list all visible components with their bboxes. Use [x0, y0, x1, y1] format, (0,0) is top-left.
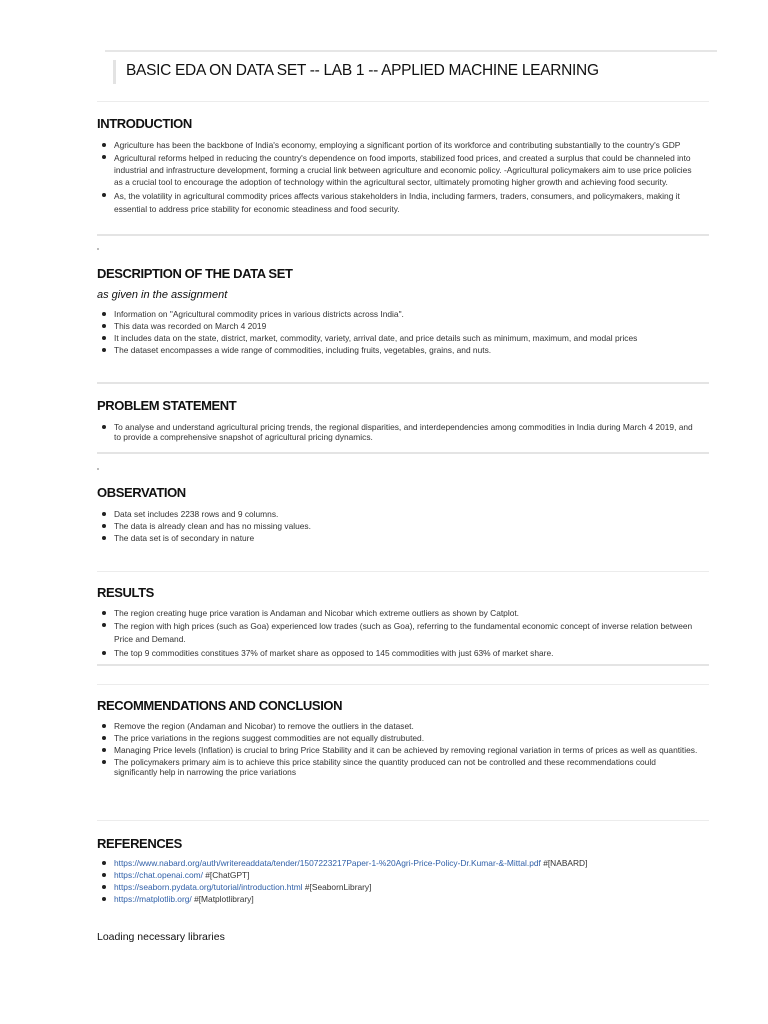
description-list	[100, 309, 700, 357]
page-title: BASIC EDA ON DATA SET -- LAB 1 -- APPLIED MACHINE LEARNING	[126, 62, 599, 79]
introduction-heading: INTRODUCTION	[97, 116, 192, 131]
list-item: Agricultural reforms helped in reducing the country's dependence on food imports, stabilized food prices, and created a surplus that could be channeled into industrial and infrastructure development, forming a crucial link between agriculture and economic policy. -Agricultural policymakers aim to use price policies as a crucial tool to encourage the adoption of technology within the agricultural sector, ultimately promoting higher growth and achieving food security.	[100, 152, 700, 188]
reference-item	[100, 870, 700, 880]
section-divider	[97, 684, 709, 685]
list-item: The region creating huge price varation is Andaman and Nicobar which extreme outliers as shown by Catplot.	[100, 608, 700, 618]
list-item: Data set includes 2238 rows and 9 columns.	[100, 509, 700, 519]
list-item: It includes data on the state, district, market, commodity, variety, arrival date, and price details such as minimum, maximum, and modal prices	[100, 333, 700, 343]
reference-link[interactable]: https://seaborn.pydata.org/tutorial/introduction.html	[114, 882, 303, 892]
section-divider	[97, 101, 709, 102]
observation-heading: OBSERVATION	[97, 485, 186, 500]
title-cell	[113, 60, 726, 84]
list-item: To analyse and understand agricultural pricing trends, the regional disparities, and interdependencies among commodities in India during March 4 2019, and to provide a comprehensive snapshot of agricultural pricing dynamics.	[100, 422, 700, 442]
reference-tag: #[ChatGPT]	[202, 870, 250, 880]
problem-list	[100, 422, 700, 444]
reference-tag: #[NABARD]	[540, 858, 588, 868]
recommendations-list	[100, 721, 700, 779]
section-divider	[97, 452, 709, 454]
reference-link[interactable]: https://matplotlib.org/	[114, 894, 192, 904]
list-item: The region with high prices (such as Goa) experienced low trades (such as Goa), referring to the fundamental economic concept of inverse relation between Price and Demand.	[100, 620, 700, 646]
list-item: Managing Price levels (Inflation) is crucial to bring Price Stability and it can be achieved by removing regional variation in terms of prices as well as quantities.	[100, 745, 700, 755]
reference-item	[100, 894, 700, 904]
results-heading: RESULTS	[97, 585, 154, 600]
list-item: The data set is of secondary in nature	[100, 533, 700, 543]
recommendations-heading: RECOMMENDATIONS AND CONCLUSION	[97, 698, 343, 713]
references-list	[100, 858, 700, 906]
section-divider	[97, 234, 709, 236]
reference-item	[100, 858, 700, 868]
reference-link[interactable]: https://chat.openai.com/	[114, 870, 203, 880]
cell-marker	[97, 468, 99, 470]
description-subheading: as given in the assignment	[97, 289, 228, 301]
introduction-list	[100, 140, 700, 218]
section-divider	[97, 571, 709, 572]
list-item: The top 9 commodities constitues 37% of market share as opposed to 145 commodities with just 63% of market share.	[100, 648, 700, 658]
references-heading: REFERENCES	[97, 836, 182, 851]
list-item: The dataset encompasses a wide range of commodities, including fruits, vegetables, grains, and nuts.	[100, 345, 700, 355]
list-item: Information on "Agricultural commodity prices in various districts across India".	[100, 309, 700, 319]
reference-item	[100, 882, 700, 892]
list-item: Remove the region (Andaman and Nicobar) to remove the outliers in the dataset.	[100, 721, 700, 731]
list-item: The data is already clean and has no missing values.	[100, 521, 700, 531]
reference-tag: #[SeabornLibrary]	[302, 882, 372, 892]
list-item: Agriculture has been the backbone of India's economy, employing a significant portion of its workforce and contributing substantially to the country's GDP	[100, 140, 700, 150]
footer-text: Loading necessary libraries	[97, 931, 225, 943]
results-list	[100, 608, 700, 660]
section-divider	[97, 820, 709, 821]
problem-heading: PROBLEM STATEMENT	[97, 398, 237, 413]
list-item: As, the volatility in agricultural commodity prices affects various stakeholders in India, including farmers, traders, consumers, and policymakers, making it essential to address price stability for economic steadiness and food security.	[100, 190, 700, 216]
title-divider	[105, 50, 717, 52]
list-item: This data was recorded on March 4 2019	[100, 321, 700, 331]
list-item: The policymakers primary aim is to achieve this price stability since the quantity produced can not be controlled and these recommendations could significantly help in narrowing the price variations	[100, 757, 700, 777]
reference-link[interactable]: https://www.nabard.org/auth/writereaddata/tender/1507223217Paper-1-%20Agri-Price-Policy-Dr.Kumar-&-Mittal.pdf	[114, 858, 541, 868]
section-divider	[97, 664, 709, 666]
reference-tag: #[Matplotlibrary]	[191, 894, 254, 904]
observation-list	[100, 509, 700, 545]
section-divider	[97, 382, 709, 384]
description-heading: DESCRIPTION OF THE DATA SET	[97, 266, 293, 281]
cell-marker	[97, 248, 99, 250]
list-item: The price variations in the regions suggest commodities are not equally distrubuted.	[100, 733, 700, 743]
